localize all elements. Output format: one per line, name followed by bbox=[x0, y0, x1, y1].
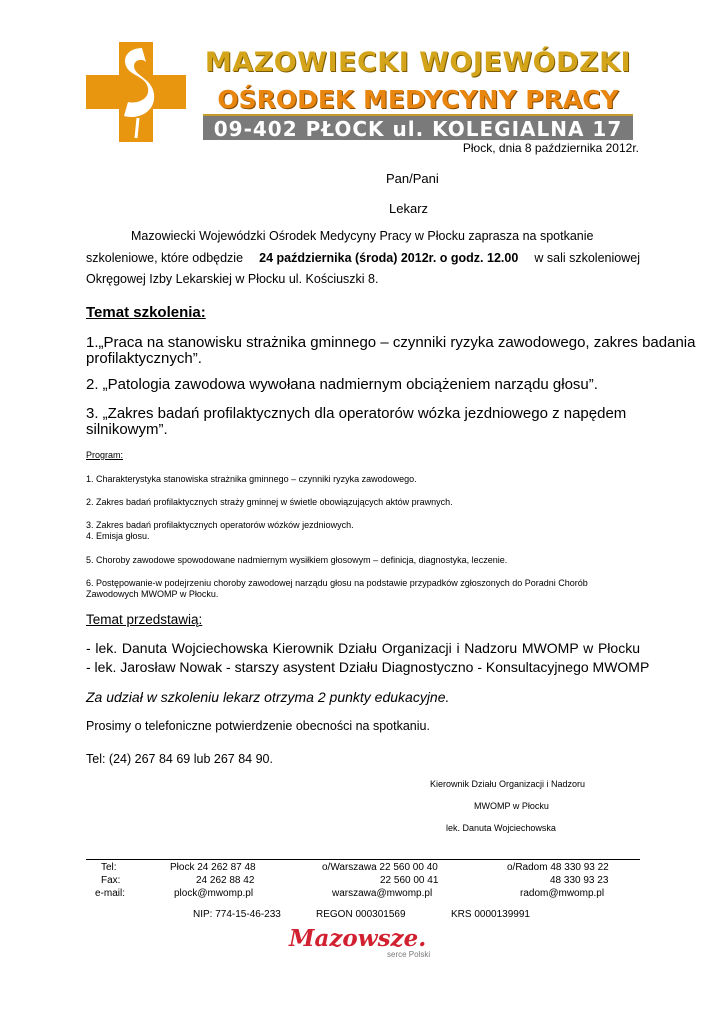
signature-line3: lek. Danuta Wojciechowska bbox=[446, 823, 556, 833]
footer-divider bbox=[86, 859, 640, 860]
mazowsze-logo-text: Mazowsze. bbox=[289, 925, 427, 952]
footer-radom-fax: 48 330 93 23 bbox=[550, 875, 609, 886]
mazowsze-tagline: serce Polski bbox=[387, 950, 431, 959]
presenter-2: - lek. Jarosław Nowak - starszy asystent Działu Diagnostyczno - Konsultacyjnego MWOMP bbox=[86, 659, 650, 675]
footer-label-tel: Tel: bbox=[101, 862, 117, 873]
program-heading: Program: bbox=[86, 450, 124, 460]
topic-heading: Temat szkolenia: bbox=[86, 304, 206, 321]
header-line1-text: MAZOWIECKI WOJEWÓDZKI bbox=[204, 47, 632, 78]
footer-plock-email: plock@mwomp.pl bbox=[174, 888, 254, 899]
header-institution-line2 bbox=[203, 85, 633, 113]
intro-line2-a: szkoleniowe, które odbędzie bbox=[86, 251, 244, 265]
program-item-6-line2: Zawodowych MWOMP w Płocku. bbox=[86, 589, 219, 599]
footer-label-email: e-mail: bbox=[95, 888, 126, 899]
topic-3-line1: 3. „Zakres badań profilaktycznych dla operatorów wózka jezdniowego z napędem bbox=[86, 405, 627, 422]
footer-plock-tel: Płock 24 262 87 48 bbox=[170, 862, 256, 873]
topic-2: 2. „Patologia zawodowa wywołana nadmiernym obciążeniem narządu głosu”. bbox=[86, 376, 598, 393]
signature-line2: MWOMP w Płocku bbox=[474, 801, 549, 811]
intro-date-time: 24 października (środa) 2012r. o godz. 12.00 bbox=[259, 251, 519, 265]
footer-regon: REGON 000301569 bbox=[316, 909, 406, 920]
confirm-note: Prosimy o telefoniczne potwierdzenie obecności na spotkaniu. bbox=[86, 719, 430, 733]
intro-line2-c: w sali szkoleniowej bbox=[534, 251, 640, 265]
footer-warszawa-tel: o/Warszawa 22 560 00 40 bbox=[322, 862, 438, 873]
footer-plock-fax: 24 262 88 42 bbox=[196, 875, 255, 886]
program-item-4: 4. Emisja głosu. bbox=[86, 531, 150, 541]
date-line: Płock, dnia 8 października 2012r. bbox=[462, 141, 639, 155]
header-institution-line1 bbox=[203, 44, 633, 84]
addressee-line1: Pan/Pani bbox=[386, 171, 439, 186]
footer-krs: KRS 0000139991 bbox=[451, 909, 530, 920]
presenter-1: - lek. Danuta Wojciechowska Kierownik Działu Organizacji i Nadzoru MWOMP w Płocku bbox=[86, 640, 640, 656]
footer-warszawa-fax: 22 560 00 41 bbox=[380, 875, 439, 886]
footer-warszawa-email: warszawa@mwomp.pl bbox=[332, 888, 433, 899]
addressee-line2: Lekarz bbox=[389, 201, 429, 216]
header-address-band bbox=[203, 114, 633, 140]
topic-1-line1: 1.„Praca na stanowisku strażnika gminnego – czynniki ryzyka zawodowego, zakres badania bbox=[86, 334, 696, 351]
points-note: Za udział w szkoleniu lekarz otrzyma 2 punkty edukacyjne. bbox=[86, 689, 450, 705]
presenters-heading: Temat przedstawią: bbox=[86, 612, 203, 627]
mazowsze-logo bbox=[289, 925, 439, 961]
topic-1-line2: profilaktycznych”. bbox=[86, 350, 202, 367]
program-item-6-line1: 6. Postępowanie-w podejrzeniu choroby zawodowej narządu głosu na podstawie przypadków zgłoszonych do Poradni Chorób bbox=[86, 578, 588, 588]
program-item-3: 3. Zakres badań profilaktycznych operatorów wózków jezdniowych. bbox=[86, 520, 354, 530]
program-item-2: 2. Zakres badań profilaktycznych straży gminnej w świetle obowiązujących aktów prawnych. bbox=[86, 497, 453, 507]
tel-note: Tel: (24) 267 84 69 lub 267 84 90. bbox=[86, 752, 273, 766]
footer-radom-tel: o/Radom 48 330 93 22 bbox=[507, 862, 609, 873]
signature-line1: Kierownik Działu Organizacji i Nadzoru bbox=[430, 779, 586, 789]
topic-3-line2: silnikowym”. bbox=[86, 421, 168, 438]
intro-line3: Okręgowej Izby Lekarskiej w Płocku ul. Kościuszki 8. bbox=[86, 272, 379, 286]
program-item-5: 5. Choroby zawodowe spowodowane nadmiernym wysiłkiem głosowym – definicja, diagnostyka, leczenie. bbox=[86, 555, 508, 565]
header-address-text: 09-402 PŁOCK ul. KOLEGIALNA 17 bbox=[213, 117, 623, 141]
intro-line2 bbox=[86, 251, 640, 265]
program-item-1: 1. Charakterystyka stanowiska strażnika gminnego – czynniki ryzyka zawodowego. bbox=[86, 474, 417, 484]
intro-line1: Mazowiecki Wojewódzki Ośrodek Medycyny Pracy w Płocku zaprasza na spotkanie bbox=[131, 229, 594, 243]
footer-nip: NIP: 774-15-46-233 bbox=[193, 909, 281, 920]
logo-cross-icon bbox=[86, 42, 186, 142]
header-line2-text: OŚRODEK MEDYCYNY PRACY bbox=[217, 85, 619, 114]
footer-label-fax: Fax: bbox=[101, 875, 121, 886]
footer-radom-email: radom@mwomp.pl bbox=[520, 888, 605, 899]
